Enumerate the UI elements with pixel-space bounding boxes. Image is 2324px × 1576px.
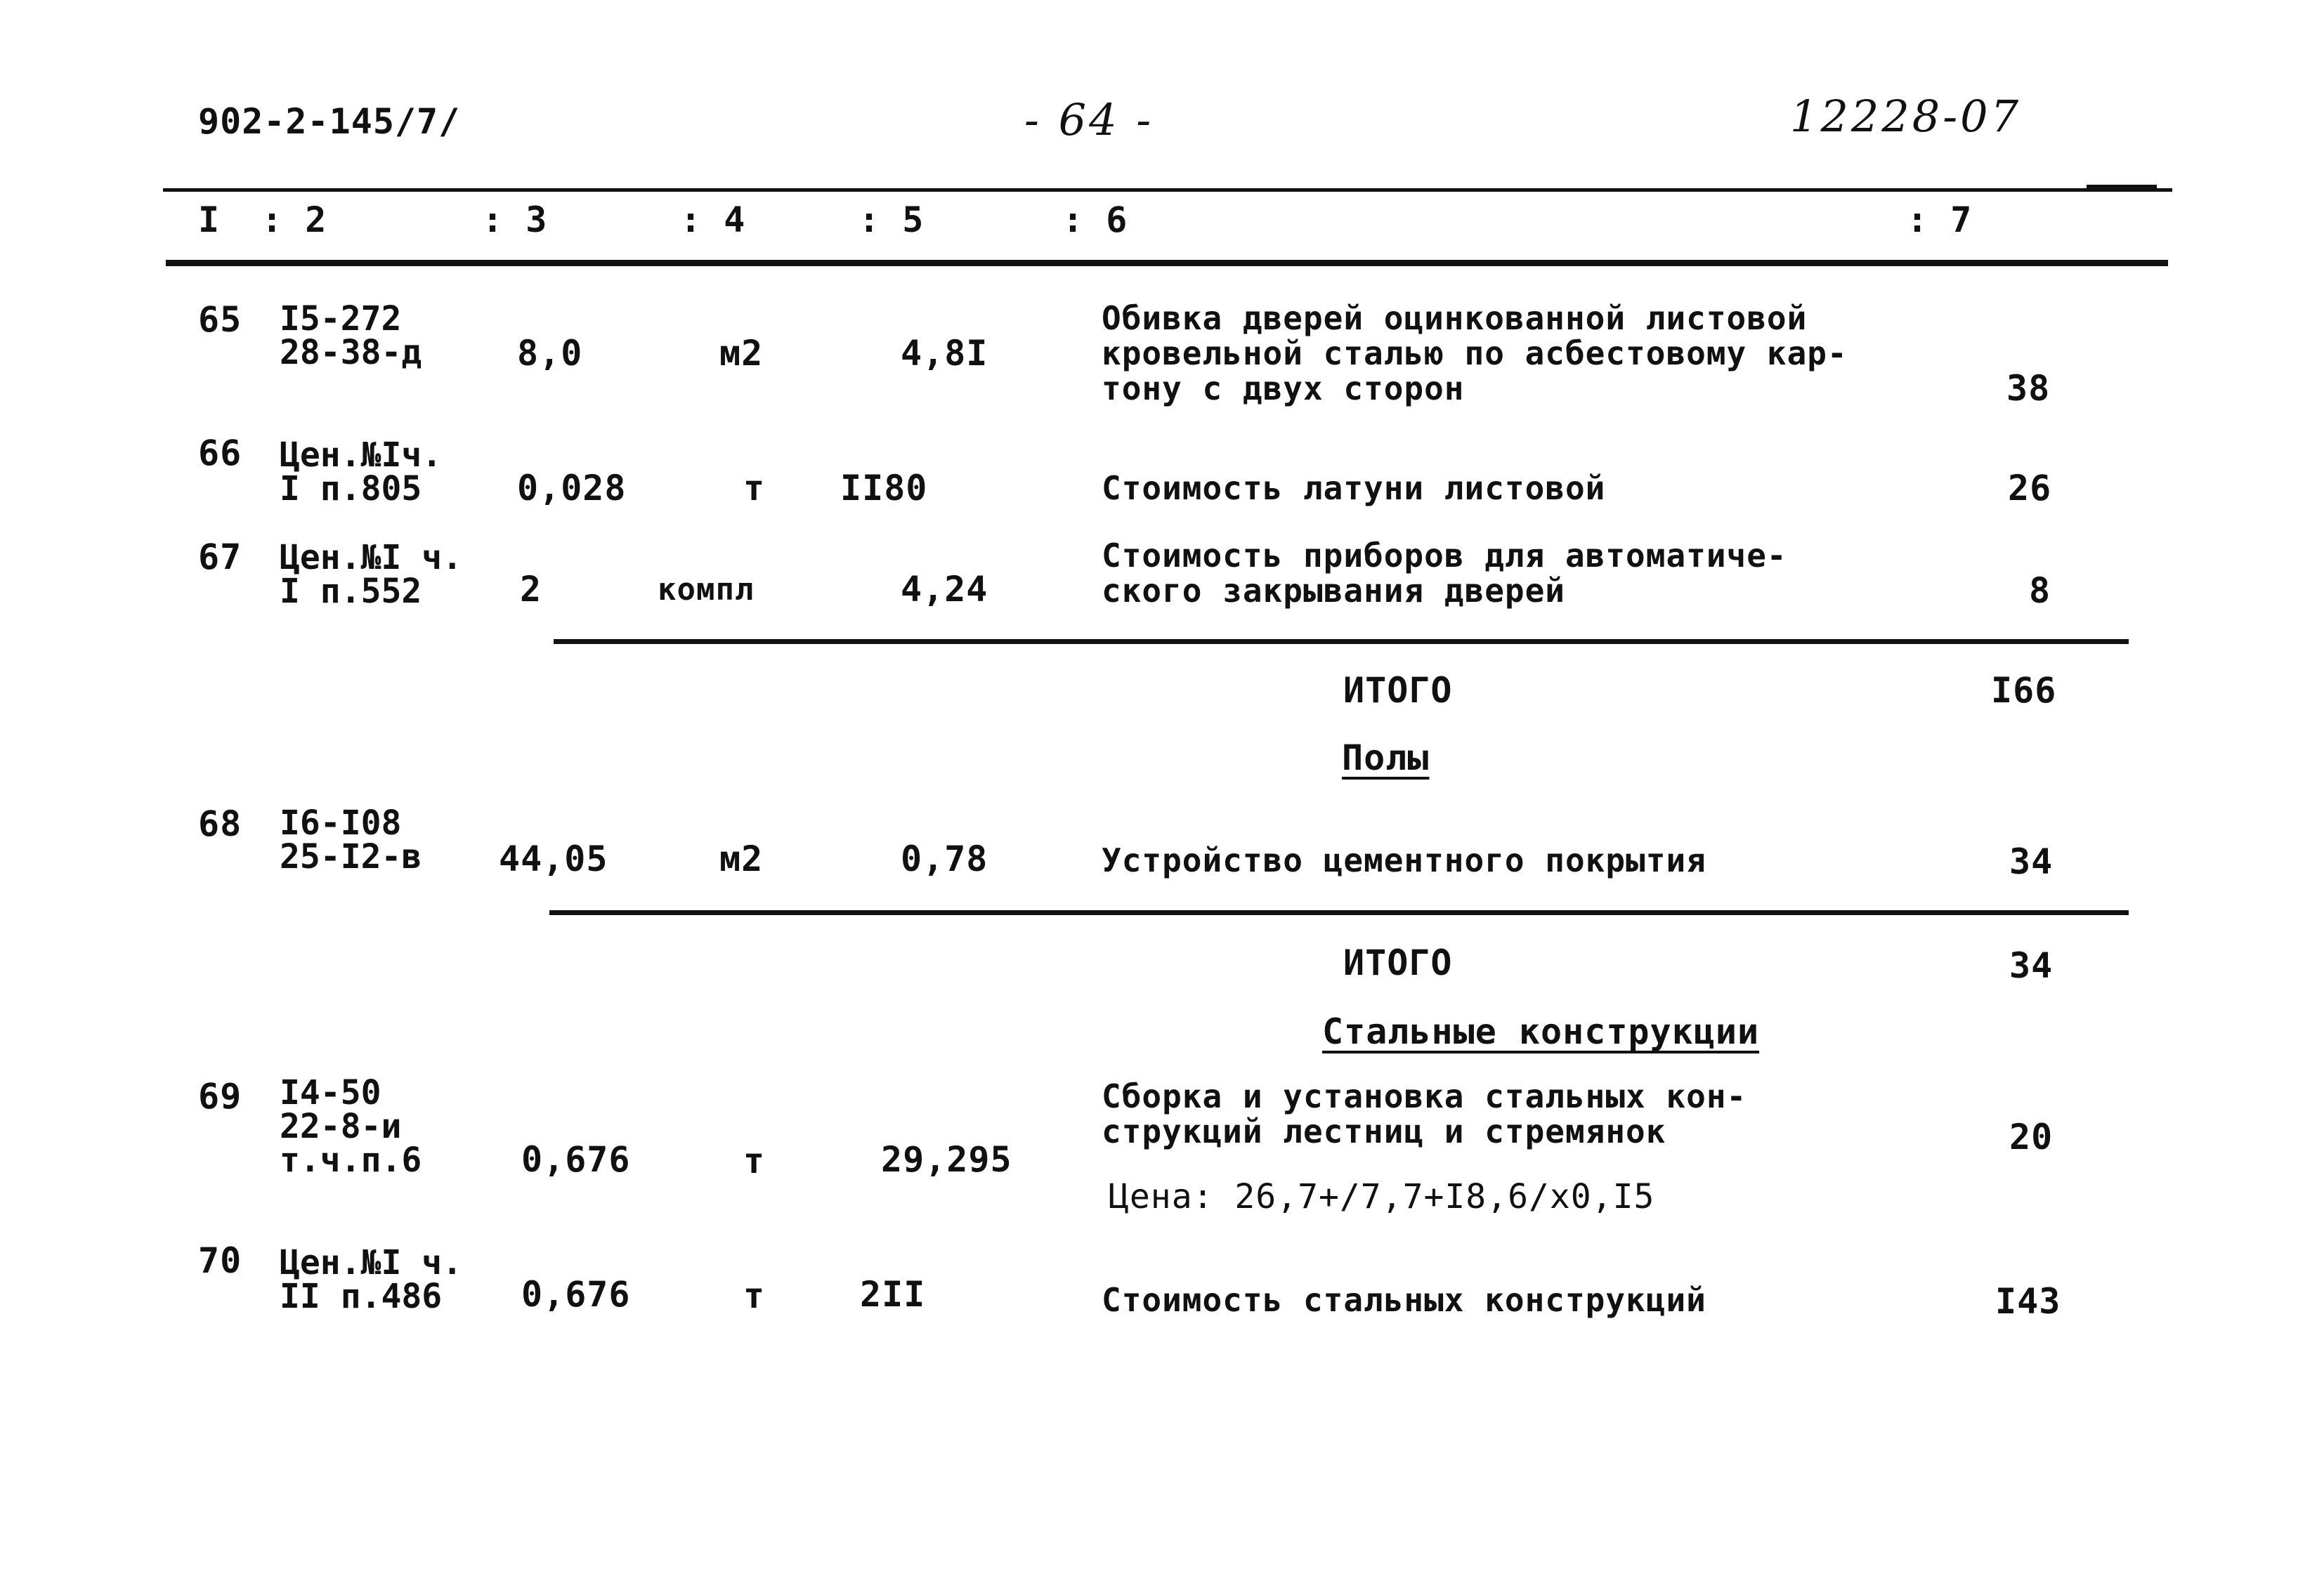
col-header-1: I — [198, 199, 221, 240]
row-70-number: 70 — [198, 1240, 242, 1281]
col-header-5: : 5 — [859, 199, 925, 240]
col-header-7: : 7 — [1907, 199, 1973, 240]
subtotal-2-rule — [549, 910, 2129, 915]
doc-code: 902-2-145/7/ — [198, 101, 461, 142]
header-top-rule-right — [2087, 185, 2157, 190]
row-68-price: 0,78 — [901, 839, 988, 879]
row-70-code — [280, 1243, 463, 1316]
row-66-code-line-1: Цен.№Iч. — [280, 435, 443, 475]
row-70-description-line-1: Стоимость стальных конструкций — [1102, 1281, 1706, 1319]
row-66-total: 26 — [2008, 468, 2052, 508]
row-67-unit: компл — [658, 572, 755, 608]
row-66-number: 66 — [198, 433, 242, 473]
row-68-unit: м2 — [719, 839, 764, 879]
row-70-code-line-1: Цен.№I ч. — [280, 1243, 463, 1282]
row-69-code-line-3: т.ч.п.6 — [280, 1141, 422, 1180]
row-68-quantity: 44,05 — [499, 839, 608, 879]
subtotal-2-value: 34 — [2009, 945, 2054, 986]
col-header-6: : 6 — [1062, 199, 1128, 240]
row-65-total: 38 — [2006, 368, 2051, 409]
row-66-price: II80 — [840, 468, 928, 508]
row-70-description — [1102, 1282, 1706, 1318]
row-67-total: 8 — [2029, 570, 2051, 611]
row-67-code-line-2: I п.552 — [280, 572, 422, 611]
section-steel-heading: Стальные конструкции — [1322, 1011, 1760, 1052]
page-number: - 64 - — [1024, 94, 1154, 145]
subtotal-2-label: ИТОГО — [1343, 943, 1453, 983]
row-70-price: 2II — [860, 1274, 926, 1315]
row-69-description-line-1: Сборка и установка стальных кон- — [1102, 1077, 1747, 1115]
row-66-quantity: 0,028 — [517, 468, 627, 508]
row-69-code-line-2: 22-8-и — [280, 1107, 402, 1146]
row-69-price: 29,295 — [881, 1139, 1012, 1180]
row-65-price: 4,8I — [901, 333, 988, 374]
row-68-code — [280, 803, 422, 876]
header-top-rule — [163, 188, 2172, 192]
row-66-description-line-1: Стоимость латуни листовой — [1102, 469, 1606, 507]
row-69-total: 20 — [2009, 1117, 2054, 1157]
row-68-number: 68 — [198, 803, 242, 844]
row-65-unit: м2 — [719, 333, 764, 374]
row-66-code — [280, 435, 443, 508]
row-69-number: 69 — [198, 1076, 242, 1117]
row-69-code — [280, 1073, 422, 1180]
row-66-description — [1102, 471, 1605, 506]
row-65-description-line-3: тону с двух сторон — [1102, 369, 1465, 407]
row-69-description-line-2: струкций лестниц и стремянок — [1102, 1112, 1666, 1150]
row-65-description-line-2: кровельной сталью по асбестовому кар- — [1102, 334, 1848, 372]
row-69-code-line-1: I4-50 — [280, 1073, 381, 1112]
row-65-code — [280, 299, 422, 372]
row-67-description-line-2: ского закрывания дверей — [1102, 572, 1565, 610]
row-65-number: 65 — [198, 299, 242, 340]
row-67-quantity: 2 — [520, 569, 542, 610]
col-header-3: : 3 — [482, 199, 548, 240]
row-68-description — [1102, 843, 1706, 878]
col-header-2: : 2 — [261, 199, 327, 240]
row-68-description-line-1: Устройство цементного покрытия — [1102, 841, 1706, 879]
row-69-description — [1102, 1079, 1747, 1149]
row-65-description-line-1: Обивка дверей оцинкованной листовой — [1102, 299, 1808, 337]
row-68-code-line-1: I6-I08 — [280, 803, 402, 843]
row-65-description — [1102, 301, 1848, 406]
row-67-description — [1102, 538, 1787, 608]
row-67-number: 67 — [198, 537, 242, 577]
row-67-description-line-1: Стоимость приборов для автоматиче- — [1102, 537, 1787, 574]
subtotal-1-value: I66 — [1991, 670, 2057, 711]
row-65-quantity: 8,0 — [517, 333, 583, 374]
row-70-total: I43 — [1995, 1281, 2061, 1322]
row-68-total: 34 — [2009, 841, 2054, 882]
col-header-4: : 4 — [680, 199, 746, 240]
row-70-quantity: 0,676 — [521, 1274, 631, 1315]
row-70-unit: т — [743, 1275, 766, 1316]
row-70-code-line-2: II п.486 — [280, 1277, 443, 1316]
row-69-quantity: 0,676 — [521, 1139, 631, 1180]
row-67-code-line-1: Цен.№I ч. — [280, 538, 463, 577]
row-65-code-line-1: I5-272 — [280, 299, 402, 339]
archive-number: 12228-07 — [1790, 91, 2022, 142]
section-floors-heading: Полы — [1342, 737, 1430, 778]
row-67-code — [280, 538, 463, 611]
header-bottom-rule — [166, 260, 2168, 266]
row-69-unit: т — [743, 1141, 766, 1181]
row-68-code-line-2: 25-I2-в — [280, 837, 422, 876]
row-69-price-note: Цена: 26,7+/7,7+I8,6/x0,I5 — [1109, 1177, 1655, 1216]
row-66-unit: т — [743, 468, 766, 508]
row-65-code-line-2: 28-38-д — [280, 333, 422, 372]
row-67-price: 4,24 — [901, 569, 988, 610]
subtotal-1-label: ИТОГО — [1343, 670, 1453, 711]
row-66-code-line-2: I п.805 — [280, 469, 422, 508]
subtotal-1-rule — [554, 639, 2129, 644]
